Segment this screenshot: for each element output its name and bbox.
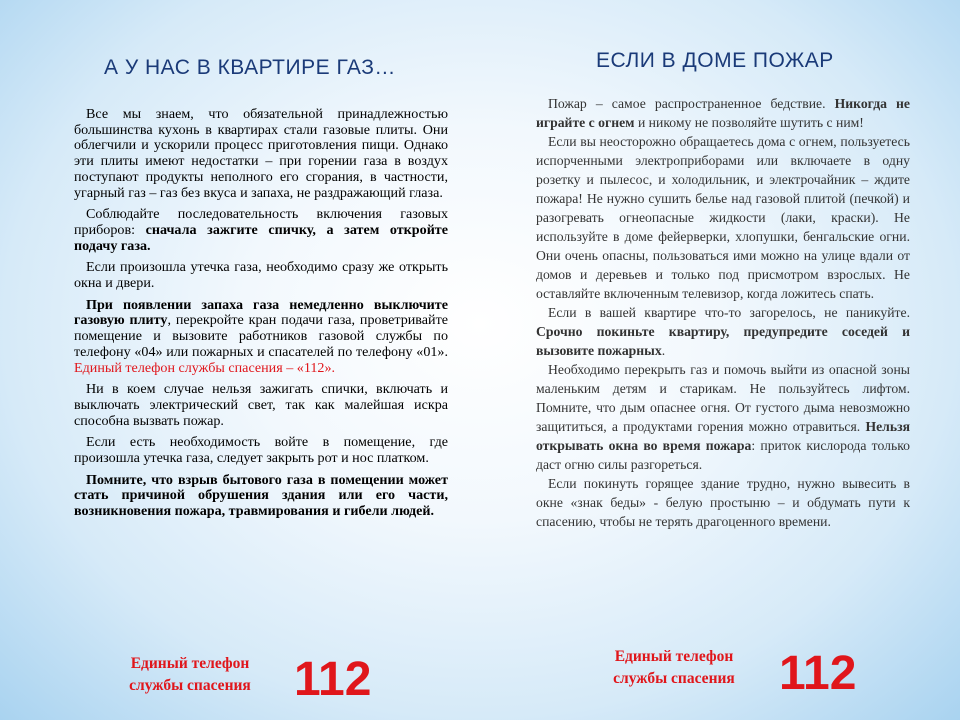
fire-p4-text: Необходимо перекрыть газ и помочь выйти из опасной зоны маленьким детям и старикам. Не пользуйтесь лифтом. Помните, что дым опаснее огня. От густого дыма невозможно защититься, а продуктами горения можно отравиться. — [536, 362, 910, 434]
gas-p7-bold: Помните, что взрыв бытового газа в помещении может стать причиной обрушения здания или его части, возникновения пожара, травмирования и гибели людей. — [74, 471, 448, 520]
gas-p2-bold: сначала зажгите спичку, а затем откройте подачу газа. — [74, 221, 448, 254]
fire-p3-bold: Срочно покиньте квартиру, предупредите соседей и вызовите пожарных — [536, 324, 910, 358]
left-title: А У НАС В КВАРТИРЕ ГАЗ… — [104, 56, 396, 79]
right-title: ЕСЛИ В ДОМЕ ПОЖАР — [596, 49, 834, 72]
gas-paragraph-5: Ни в коем случае нельзя зажигать спички, включать и выключать электрический свет, так как малейшая искра способна вызвать пожар. — [74, 381, 448, 429]
gas-safety-text — [74, 107, 448, 526]
gas-paragraph-2 — [74, 207, 448, 254]
left-emergency-label — [110, 653, 270, 697]
fire-p1-text-end: и никому не позволяйте шутить с ним! — [634, 115, 864, 130]
fire-safety-text — [536, 94, 910, 531]
fire-p1-text: Пожар – самое распространенное бедствие. — [548, 96, 835, 111]
fire-p1-bold: Никогда не играйте с огнем — [536, 96, 910, 130]
right-emergency-line-2: службы спасения — [613, 670, 735, 687]
right-emergency-line-1: Единый телефон — [614, 648, 734, 665]
right-emergency-number: 112 — [779, 647, 857, 700]
fire-paragraph-5: Если покинуть горящее здание трудно, нужно вывесить в окне «знак беды» - белую простыню – и обдумать пути к спасению, чтобы не терять драгоценного времени. — [536, 476, 910, 529]
gas-paragraph-1: Все мы знаем, что обязательной принадлежностью большинства кухонь в квартирах стали газовые плиты. Они облегчили и ускорили процесс приготовления пищи. Однако эти плиты имеют недостатки – при горении газа в воздух поступают продукты неполного его сгорания, в частности, угарный газ – газ без вкуса и запаха, не раздражающий глаза. — [74, 106, 448, 201]
fire-paragraph-4 — [536, 360, 910, 474]
fire-paragraph-2: Если вы неосторожно обращаетесь дома с огнем, пользуетесь испорченными электроприборами или включаете в одну розетку и пылесос, и холодильник, и электрочайник – ждите пожара! Не нужно сушить белье над газовой плитой (печкой) и разогревать огнеопасные жидкости (лаки, краски). Не используйте в доме фейерверки, хлопушки, бенгальские огни. Они очень опасны, пользоваться ими можно на улице вдали от домов и деревьев и только под присмотром взрослых. Не оставляйте включенным телевизор, когда ложитесь спать. — [536, 134, 910, 301]
gas-paragraph-6: Если есть необходимость войте в помещение, где произошла утечка газа, следует закрыть рот и нос платком. — [74, 434, 448, 467]
left-emergency-line-1: Единый телефон — [130, 655, 250, 672]
gas-p4-text: , перекройте кран подачи газа, проветривайте помещение и вызовите работников газовой службы по телефону «04» или пожарных и спасателей по телефону «01». — [74, 312, 448, 360]
fire-p3-text-end: . — [661, 343, 666, 358]
gas-paragraph-4 — [74, 298, 448, 377]
fire-p4-text-end: : приток кислорода только даст огню силы разгореться. — [536, 438, 910, 472]
gas-p2-text: Соблюдайте последовательность включения газовых приборов: — [74, 206, 448, 238]
right-emergency-label — [594, 646, 754, 690]
gas-p4-bold: При появлении запаха газа немедленно выключите газовую плиту — [74, 296, 448, 329]
left-emergency-line-2: службы спасения — [129, 677, 251, 694]
fire-paragraph-3 — [536, 303, 910, 360]
fire-paragraph-1 — [536, 94, 910, 132]
gas-p4-red: Единый телефон службы спасения – «112». — [74, 359, 336, 376]
left-emergency-number: 112 — [294, 653, 372, 706]
fire-p3-text: Если в вашей квартире что-то загорелось, не паникуйте. — [548, 305, 910, 320]
gas-paragraph-7 — [74, 473, 448, 520]
gas-paragraph-3: Если произошла утечка газа, необходимо сразу же открыть окна и двери. — [74, 259, 448, 292]
fire-p4-bold: Нельзя открывать окна во время пожара — [536, 419, 910, 453]
